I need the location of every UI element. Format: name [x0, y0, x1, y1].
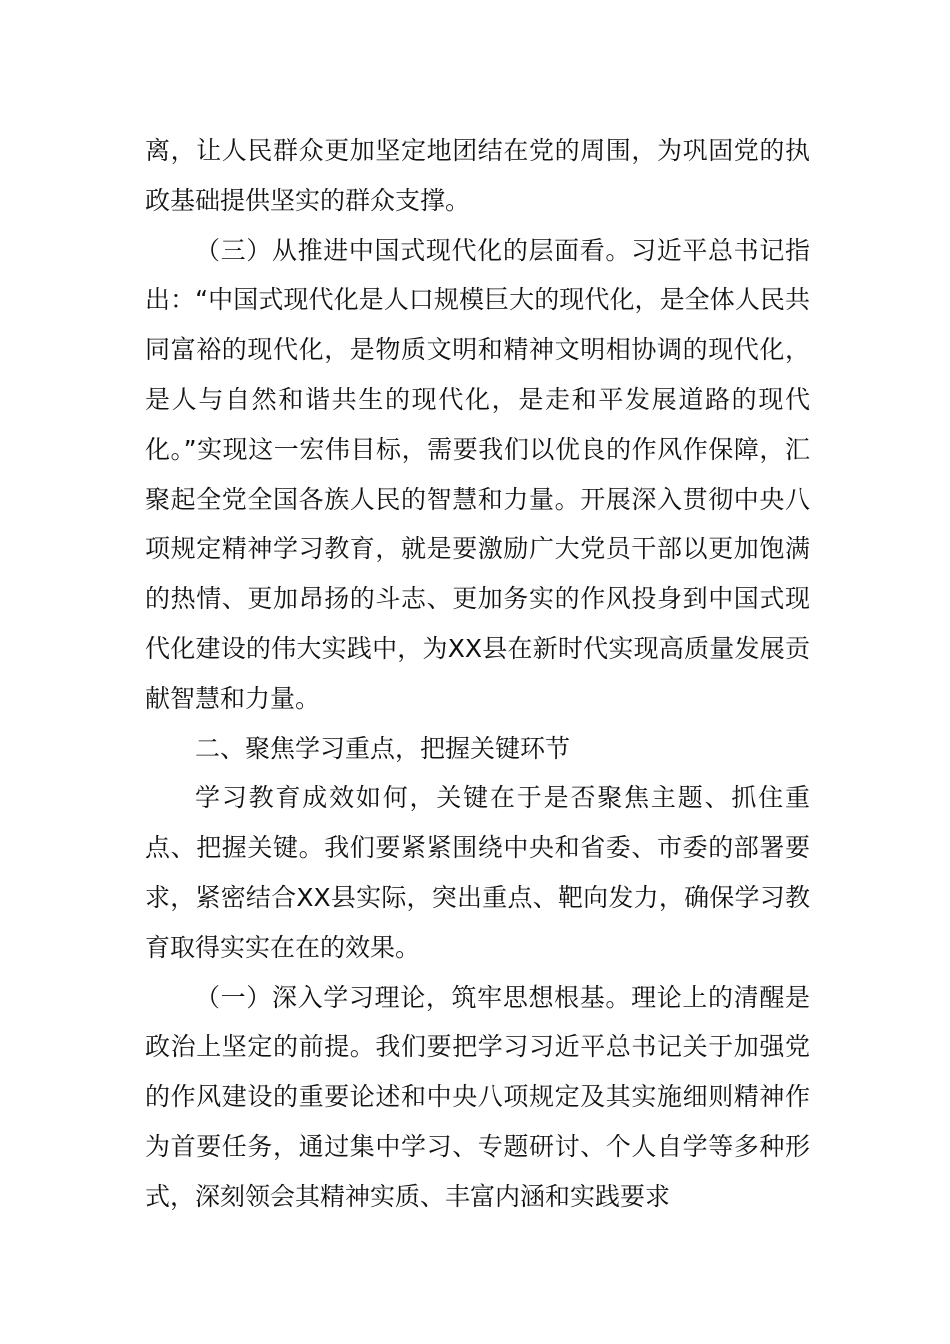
document-body — [145, 126, 810, 1222]
paragraph-section-three: （三）从推进中国式现代化的层面看。习近平总书记指出：“中国式现代化是人口规模巨大的现代化，是全体人民共同富裕的现代化，是物质文明和精神文明相协调的现代化，是人与自然和谐共生的现代化，是走和平发展道路的现代化。”实现这一宏伟目标，需要我们以优良的作风作保障，汇聚起全党全国各族人民的智慧和力量。开展深入贯彻中央八项规定精神学习教育，就是要激励广大党员干部以更加饱满的热情、更加昂扬的斗志、更加务实的作风投身到中国式现代化建设的伟大实践中，为XX县在新时代实现高质量发展贡献智慧和力量。 — [145, 235, 810, 713]
paragraph-intro: 学习教育成效如何，关键在于是否聚焦主题、抓住重点、把握关键。我们要紧紧围绕中央和省委、市委的部署要求，紧密结合XX县实际，突出重点、靶向发力，确保学习教育取得实实在在的效果。 — [145, 783, 810, 962]
paragraph-section-one: （一）深入学习理论，筑牢思想根基。理论上的清醒是政治上坚定的前提。我们要把学习习近平总书记关于加强党的作风建设的重要论述和中央八项规定及其实施细则精神作为首要任务，通过集中学习、专题研讨、个人自学等多种形式，深刻领会其精神实质、丰富内涵和实践要求 — [145, 982, 810, 1211]
section-heading-two: 二、聚焦学习重点，把握关键环节 — [195, 733, 571, 763]
paragraph-continuation: 离，让人民群众更加坚定地团结在党的周围，为巩固党的执政基础提供坚实的群众支撑。 — [145, 136, 810, 215]
